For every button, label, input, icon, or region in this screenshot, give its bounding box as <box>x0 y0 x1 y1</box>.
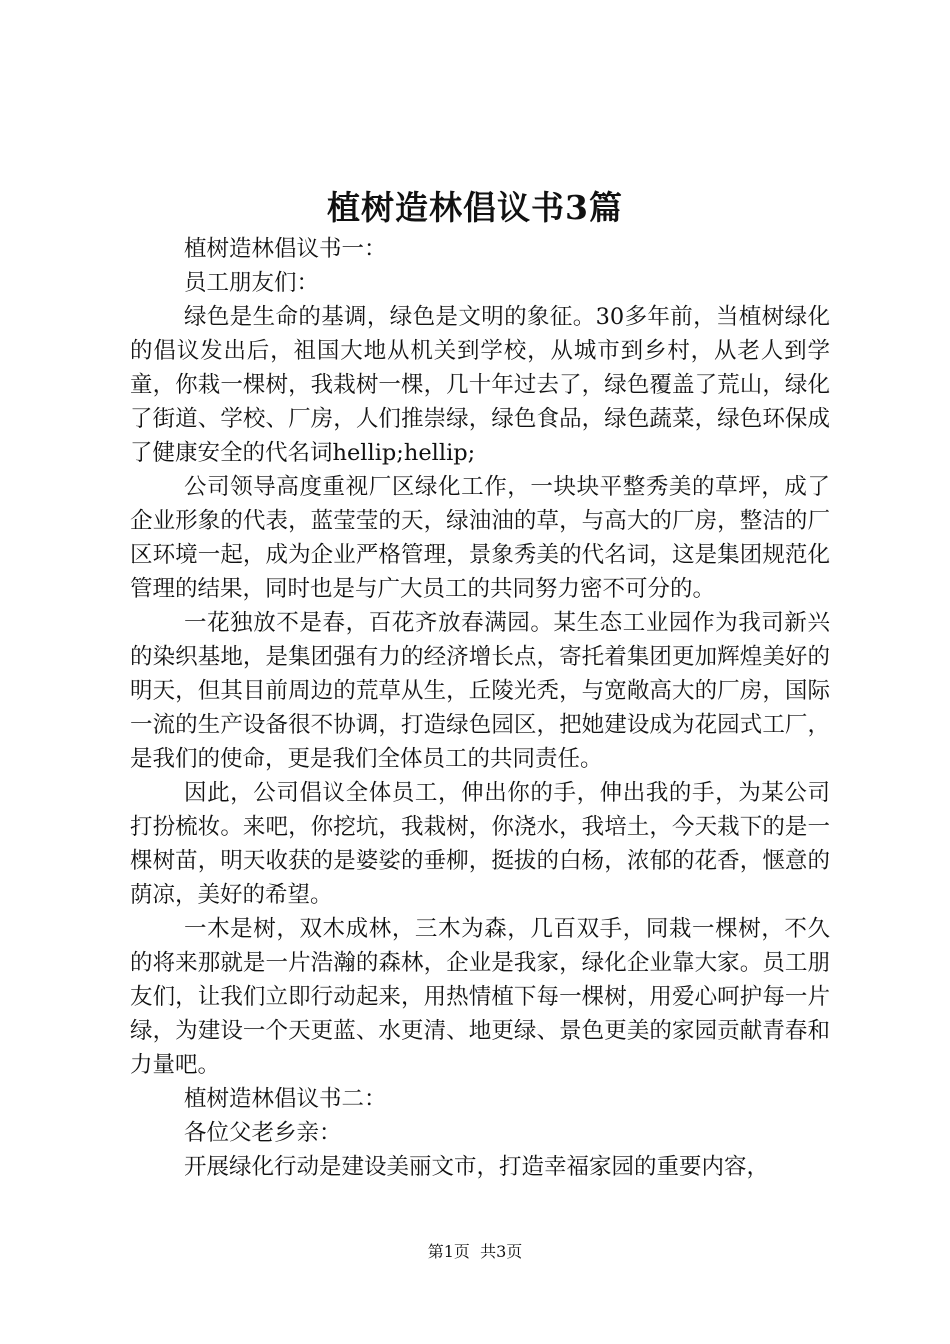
body-paragraph: 开展绿化行动是建设美丽文市，打造幸福家园的重要内容， <box>184 1154 770 1180</box>
salutation-two: 各位父老乡亲： <box>184 1120 342 1146</box>
body-paragraph: 一花独放不是春，百花齐放春满园。某生态工业园作为我司新兴的染织基地，是集团强有力的经济增长点，寄托着集团更加辉煌美好的明天，但其目前周边的荒草从生，丘陵光秃，与宽敞高大的厂房，国际一流的生产设备很不协调，打造绿色园区，把她建设成为花园式工厂，是我们的使命，更是我们全体员工的共同责任。 <box>130 610 830 772</box>
section-heading-two: 植树造林倡议书二： <box>184 1086 387 1112</box>
body-paragraph: 一木是树，双木成林，三木为森，几百双手，同栽一棵树，不久的将来那就是一片浩瀚的森林，企业是我家，绿化企业靠大家。员工朋友们，让我们立即行动起来，用热情植下每一棵树，用爱心呵护每一片绿，为建设一个天更蓝、水更清、地更绿、景色更美的家园贡献青春和力量吧。 <box>130 916 830 1078</box>
document-title: 植树造林倡议书3篇 <box>327 188 623 227</box>
body-paragraph: 公司领导高度重视厂区绿化工作，一块块平整秀美的草坪，成了企业形象的代表，蓝莹莹的天，绿油油的草，与高大的厂房，整洁的厂区环境一起，成为企业严格管理，景象秀美的代名词，这是集团规范化管理的结果，同时也是与广大员工的共同努力密不可分的。 <box>130 474 830 602</box>
section-heading-one: 植树造林倡议书一： <box>184 236 387 262</box>
body-paragraph: 因此，公司倡议全体员工，伸出你的手，伸出我的手，为某公司打扮梳妆。来吧，你挖坑，我栽树，你浇水，我培土，今天栽下的是一棵树苗，明天收获的是婆娑的垂柳，挺拔的白杨，浓郁的花香，惬意的荫凉，美好的希望。 <box>130 780 830 908</box>
body-paragraph: 绿色是生命的基调，绿色是文明的象征。30多年前，当植树绿化的倡议发出后，祖国大地从机关到学校，从城市到乡村，从老人到学童，你栽一棵树，我栽树一棵，几十年过去了，绿色覆盖了荒山，绿化了街道、学校、厂房，人们推崇绿，绿色食品，绿色蔬菜，绿色环保成了健康安全的代名词hellip;hellip; <box>130 304 830 466</box>
page-footer: 第1页 共3页 <box>427 1242 523 1261</box>
salutation-one: 员工朋友们： <box>184 270 320 296</box>
document-body <box>130 232 830 1184</box>
